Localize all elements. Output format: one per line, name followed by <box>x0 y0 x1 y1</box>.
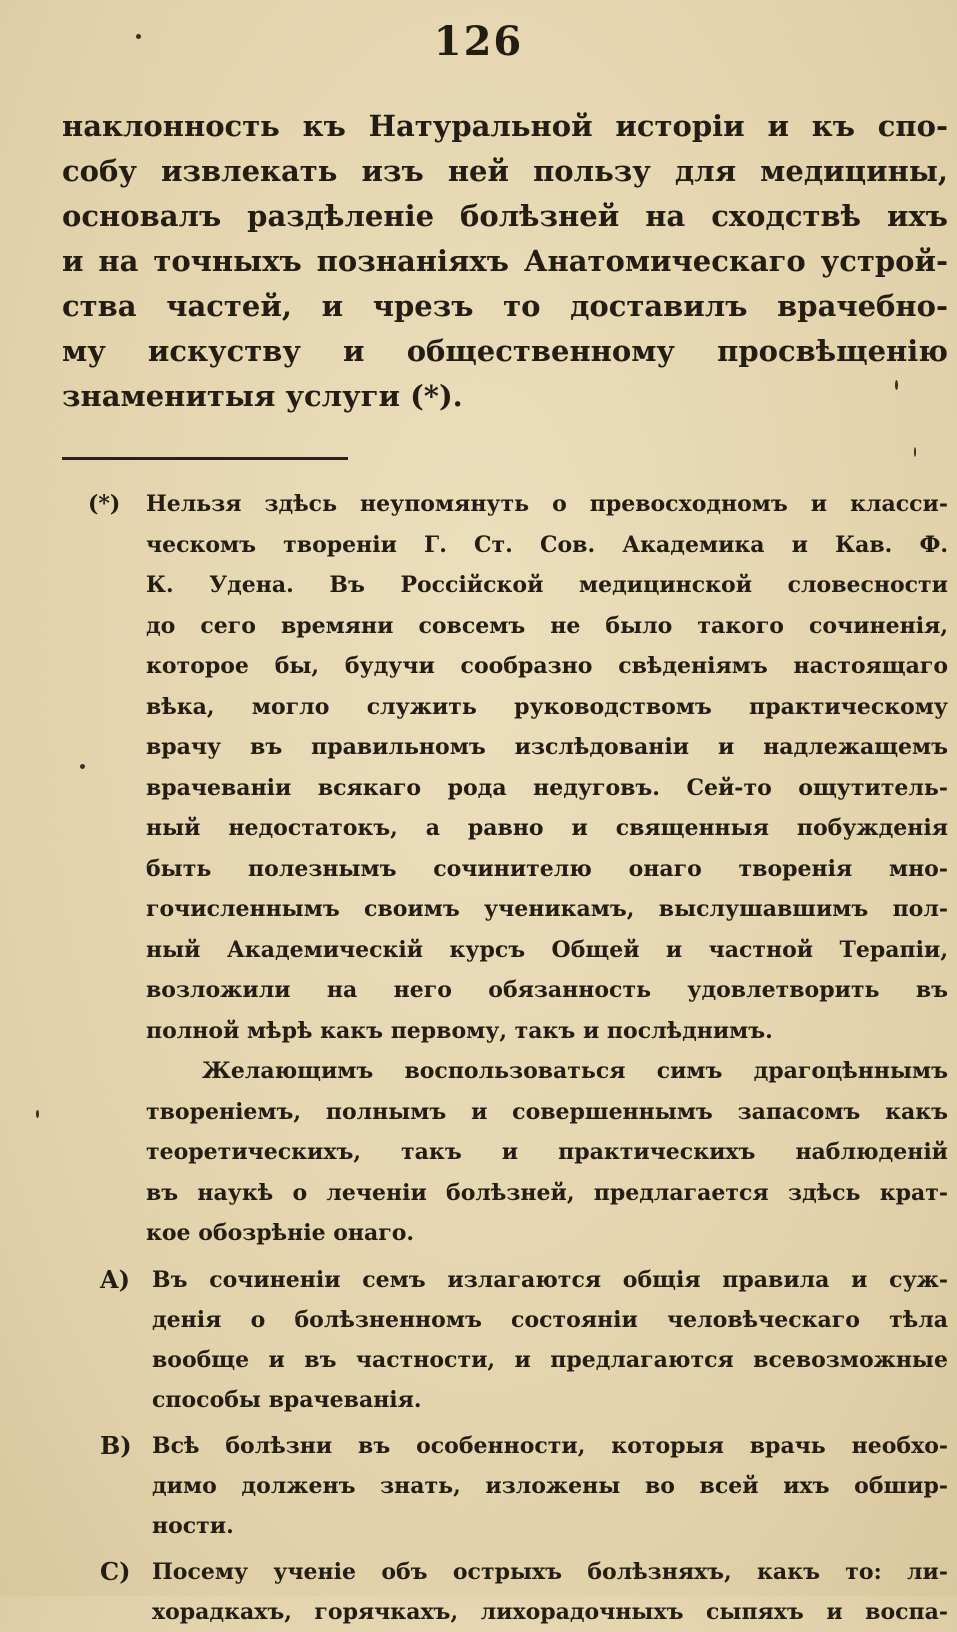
footnote-line: ный недостатокъ, а равно и священныя побужденія <box>146 815 948 841</box>
text-line: наклонность къ Натуральной исторіи и къ спо- <box>62 109 948 143</box>
footnote-line: гочисленнымъ своимъ ученикамъ, выслушавшимъ пол- <box>146 896 948 922</box>
footnote-marker: (*) <box>88 491 121 517</box>
text-line: собу извлекать изъ ней пользу для медицины, <box>62 154 948 188</box>
main-paragraph <box>62 104 948 419</box>
list-line: вообще и въ частности, и предлагаются всевозможные <box>152 1346 948 1373</box>
list-line: Всѣ болѣзни въ особенности, которыя врачь необхо- <box>152 1432 948 1459</box>
footnote-line: въ наукѣ о леченіи болѣзней, предлагается здѣсь крат- <box>146 1179 948 1206</box>
list-line: хорадкахъ, горячкахъ, лихорадочныхъ сыпяхъ и воспа- <box>152 1598 948 1625</box>
text-line: му искуству и общественному просвѣщенію <box>62 334 948 368</box>
footnote-line: кое обозрѣніе онаго. <box>146 1220 415 1246</box>
footnote <box>62 484 948 1632</box>
list-marker: C) <box>100 1556 131 1586</box>
text-line: и на точныхъ познаніяхъ Анатомическаго устрой- <box>62 244 948 278</box>
page-number: 126 <box>433 18 524 65</box>
footnote-line: врачеваніи всякаго рода недуговъ. Сей-то ощутитель- <box>146 774 948 801</box>
list-line: Въ сочиненіи семъ излагаются общія правила и суж- <box>152 1266 948 1293</box>
footnote-line: возложили на него обязанность удовлетворить въ <box>146 977 948 1003</box>
text-line: знаменитыя услуги (*). <box>62 379 463 413</box>
footnote-line: Желающимъ воспользоваться симъ драгоцѣннымъ <box>202 1058 948 1084</box>
footnote-line: полной мѣрѣ какъ первому, такъ и послѣднимъ. <box>146 1017 773 1044</box>
list-item-a <box>62 1260 948 1420</box>
text-line: основалъ раздѣленіе болѣзней на сходствѣ ихъ <box>62 199 948 233</box>
footnote-line: быть полезнымъ сочинителю онаго творенія мно- <box>146 855 948 882</box>
list-marker: B) <box>100 1430 132 1460</box>
list-line: способы врачеванія. <box>152 1386 422 1413</box>
text-line: ства частей, и чрезъ то доставилъ врачебно- <box>62 289 948 323</box>
list-item-b <box>62 1426 948 1546</box>
list-line: денія о болѣзненномъ состояніи человѣческаго тѣла <box>152 1306 948 1333</box>
footnote-line: до сего времяни совсемъ не было такого сочиненія, <box>146 612 948 639</box>
footnote-line: врачу въ правильномъ изслѣдованіи и надлежащемъ <box>146 734 948 760</box>
footnote-line: вѣка, могло служить руководствомъ практическому <box>146 693 948 720</box>
footnote-line: ческомъ твореніи Г. Ст. Сов. Академика и Кав. Ф. <box>146 531 948 558</box>
footnote-line: К. Удена. Въ Россійской медицинской словесности <box>146 572 948 598</box>
footnote-list <box>62 1260 948 1632</box>
footnote-line: Нельзя здѣсь неупомянуть о превосходномъ и класси- <box>146 491 948 517</box>
list-item-c <box>62 1552 948 1632</box>
footnote-paragraph-1 <box>62 484 948 1254</box>
footnote-line: ный Академическій курсъ Общей и частной Терапіи, <box>146 936 948 963</box>
footnote-line: твореніемъ, полнымъ и совершеннымъ запасомъ какъ <box>146 1098 948 1125</box>
list-line: Посему ученіе объ острыхъ болѣзняхъ, какъ то: ли- <box>152 1558 948 1585</box>
list-marker: A) <box>100 1264 130 1294</box>
list-line: димо долженъ знать, изложены во всей ихъ обшир- <box>152 1472 948 1499</box>
footnote-line: которое бы, будучи сообразно свѣденіямъ настоящаго <box>146 653 948 679</box>
footnote-line: теоретическихъ, такъ и практическихъ наблюденій <box>146 1139 948 1165</box>
footnote-separator-rule <box>62 457 348 460</box>
list-line: ности. <box>152 1512 234 1539</box>
